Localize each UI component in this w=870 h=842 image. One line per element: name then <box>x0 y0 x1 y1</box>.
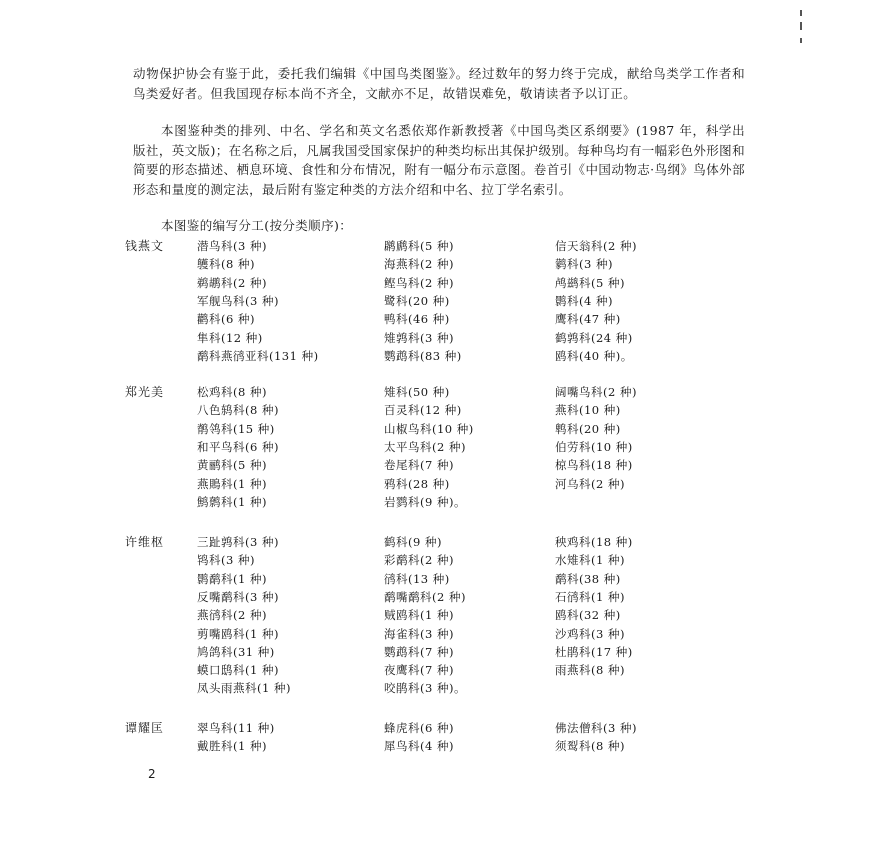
family-entry: 鸭科(46 种) <box>384 312 450 327</box>
family-entry: 佛法僧科(3 种) <box>555 721 637 735</box>
family-entry: 沙鸡科(3 种) <box>555 626 625 641</box>
family-entry: 阔嘴鸟科(2 种) <box>555 385 637 399</box>
family-entry: 鹬嘴鹬科(2 种) <box>384 589 466 604</box>
family-entry: 彩鹬科(2 种) <box>384 553 454 568</box>
family-entry: 鹭科(20 种) <box>384 293 450 308</box>
family-entry: 海燕科(2 种) <box>384 257 454 272</box>
family-entry: 燕鸻科(2 种) <box>197 608 267 623</box>
family-entry: 剪嘴鸥科(1 种) <box>197 626 279 641</box>
family-entry: 鹦鹉科(7 种) <box>384 644 454 659</box>
family-entry: 燕鵙科(1 种) <box>197 476 267 491</box>
intro-paragraph-2: 本图鉴种类的排列、中名、学名和英文名悉依郑作新教授著《中国鸟类区系纲要》(1987 年，科学出版社，英文版)；在名称之后，凡属我国受国家保护的种类均标出其保护级别。每种鸟均有一幅彩色外形图和简要的形态描述、栖息环境、食性和分布情况，附有一幅分布示意图。卷首引《中国动物志·鸟纲》鸟体外部形态和量度的测定法，最后附有鉴定种类的方法介绍和中名、拉丁学名索引。 <box>133 123 745 197</box>
family-entry: 八色鸫科(8 种) <box>197 403 279 418</box>
scan-mark <box>800 22 802 30</box>
family-entry: 雨燕科(8 种) <box>555 663 625 678</box>
family-entry: 鸠鸽科(31 种) <box>197 644 275 659</box>
family-entry: 蟆口鸱科(1 种) <box>197 663 279 678</box>
family-entry: 山椒鸟科(10 种) <box>384 421 474 436</box>
family-entry: 潜鸟科(3 种) <box>197 239 267 253</box>
family-entry: 三趾鹑科(3 种) <box>197 535 279 549</box>
family-entry: 百灵科(12 种) <box>384 403 462 418</box>
family-entry: 鹎科(20 种) <box>555 421 621 436</box>
family-entry: 鹡鸰科(15 种) <box>197 421 275 436</box>
family-entry: 鹰科(47 种) <box>555 312 621 327</box>
intro-paragraph-1: 动物保护协会有鉴于此，委托我们编辑《中国鸟类图鉴》。经过数年的努力终于完成，献给鸟类学工作者和鸟类爱好者。但我国现存标本尚不齐全，文献亦不足，故错误难免，敬请读者予以订正。 <box>133 66 745 101</box>
family-entry: 黄鹂科(5 种) <box>197 458 267 473</box>
family-entry: 椋鸟科(18 种) <box>555 458 633 473</box>
division-heading: 本图鉴的编写分工(按分类顺序)： <box>161 218 353 233</box>
family-entry: 雉鹑科(3 种) <box>384 330 454 345</box>
family-entry: 咬鹃科(3 种)。 <box>384 681 466 696</box>
family-entry: 鹳科(6 种) <box>197 312 255 327</box>
family-entry: 戴胜科(1 种) <box>197 739 267 754</box>
family-entry: 鹱科(8 种) <box>197 257 255 272</box>
family-entry: 松鸡科(8 种) <box>197 385 267 399</box>
family-entry: 海雀科(3 种) <box>384 626 454 641</box>
family-entry: 鹬科燕鸻亚科(131 种) <box>197 348 319 363</box>
author-name: 谭耀匡 <box>125 721 165 735</box>
family-entry: 鹤科(9 种) <box>384 535 442 549</box>
page-number: 2 <box>148 767 156 781</box>
family-entry: 伯劳科(10 种) <box>555 439 633 454</box>
family-entry: 鹦鹉科(83 种) <box>384 348 462 363</box>
family-entry: 水雉科(1 种) <box>555 553 625 568</box>
family-entry: 卷尾科(7 种) <box>384 458 454 473</box>
family-entry: 犀鸟科(4 种) <box>384 739 454 754</box>
author-name: 郑光美 <box>125 385 165 399</box>
family-entry: 燕科(10 种) <box>555 403 621 418</box>
family-entry: 鹪鹩科(1 种) <box>197 494 267 509</box>
family-entry: 石鸻科(1 种) <box>555 589 625 604</box>
family-entry: 雉科(50 种) <box>384 385 450 399</box>
family-entry: 翠鸟科(11 种) <box>197 721 275 735</box>
family-entry: 军舰鸟科(3 种) <box>197 293 279 308</box>
family-entry: 杜鹃科(17 种) <box>555 644 633 659</box>
family-entry: 河乌科(2 种) <box>555 476 625 491</box>
family-entry: 鸦科(28 种) <box>384 476 450 491</box>
family-entry: 鸻科(13 种) <box>384 571 450 586</box>
author-name: 钱燕文 <box>125 239 165 253</box>
family-entry: 鲣鸟科(2 种) <box>384 275 454 290</box>
author-name: 许维枢 <box>125 535 165 549</box>
family-entry: 和平鸟科(6 种) <box>197 439 279 454</box>
family-entry: 夜鹰科(7 种) <box>384 663 454 678</box>
family-entry: 鹮鹬科(1 种) <box>197 571 267 586</box>
family-entry: 隼科(12 种) <box>197 330 263 345</box>
family-entry: 岩鹨科(9 种)。 <box>384 494 466 509</box>
family-entry: 秧鸡科(18 种) <box>555 535 633 549</box>
family-entry: 鹲科(3 种) <box>555 257 613 272</box>
family-entry: 鹈鹕科(2 种) <box>197 275 267 290</box>
family-entry: 反嘴鹬科(3 种) <box>197 589 279 604</box>
family-entry: 䴙䴘科(5 种) <box>384 239 454 253</box>
family-entry: 须䴕科(8 种) <box>555 739 625 754</box>
family-entry: 蜂虎科(6 种) <box>384 721 454 735</box>
scan-mark <box>800 10 802 16</box>
family-entry: 鹬科(38 种) <box>555 571 621 586</box>
family-entry: 鸥科(40 种)。 <box>555 348 633 363</box>
scan-mark <box>800 38 802 43</box>
family-entry: 信天翁科(2 种) <box>555 239 637 253</box>
family-entry: 凤头雨燕科(1 种) <box>197 681 291 696</box>
family-entry: 鸨科(3 种) <box>197 553 255 568</box>
family-entry: 贼鸥科(1 种) <box>384 608 454 623</box>
family-entry: 鹮科(4 种) <box>555 293 613 308</box>
family-entry: 太平鸟科(2 种) <box>384 439 466 454</box>
family-entry: 鸥科(32 种) <box>555 608 621 623</box>
family-entry: 鸬鹚科(5 种) <box>555 275 625 290</box>
family-entry: 鹤鹑科(24 种) <box>555 330 633 345</box>
